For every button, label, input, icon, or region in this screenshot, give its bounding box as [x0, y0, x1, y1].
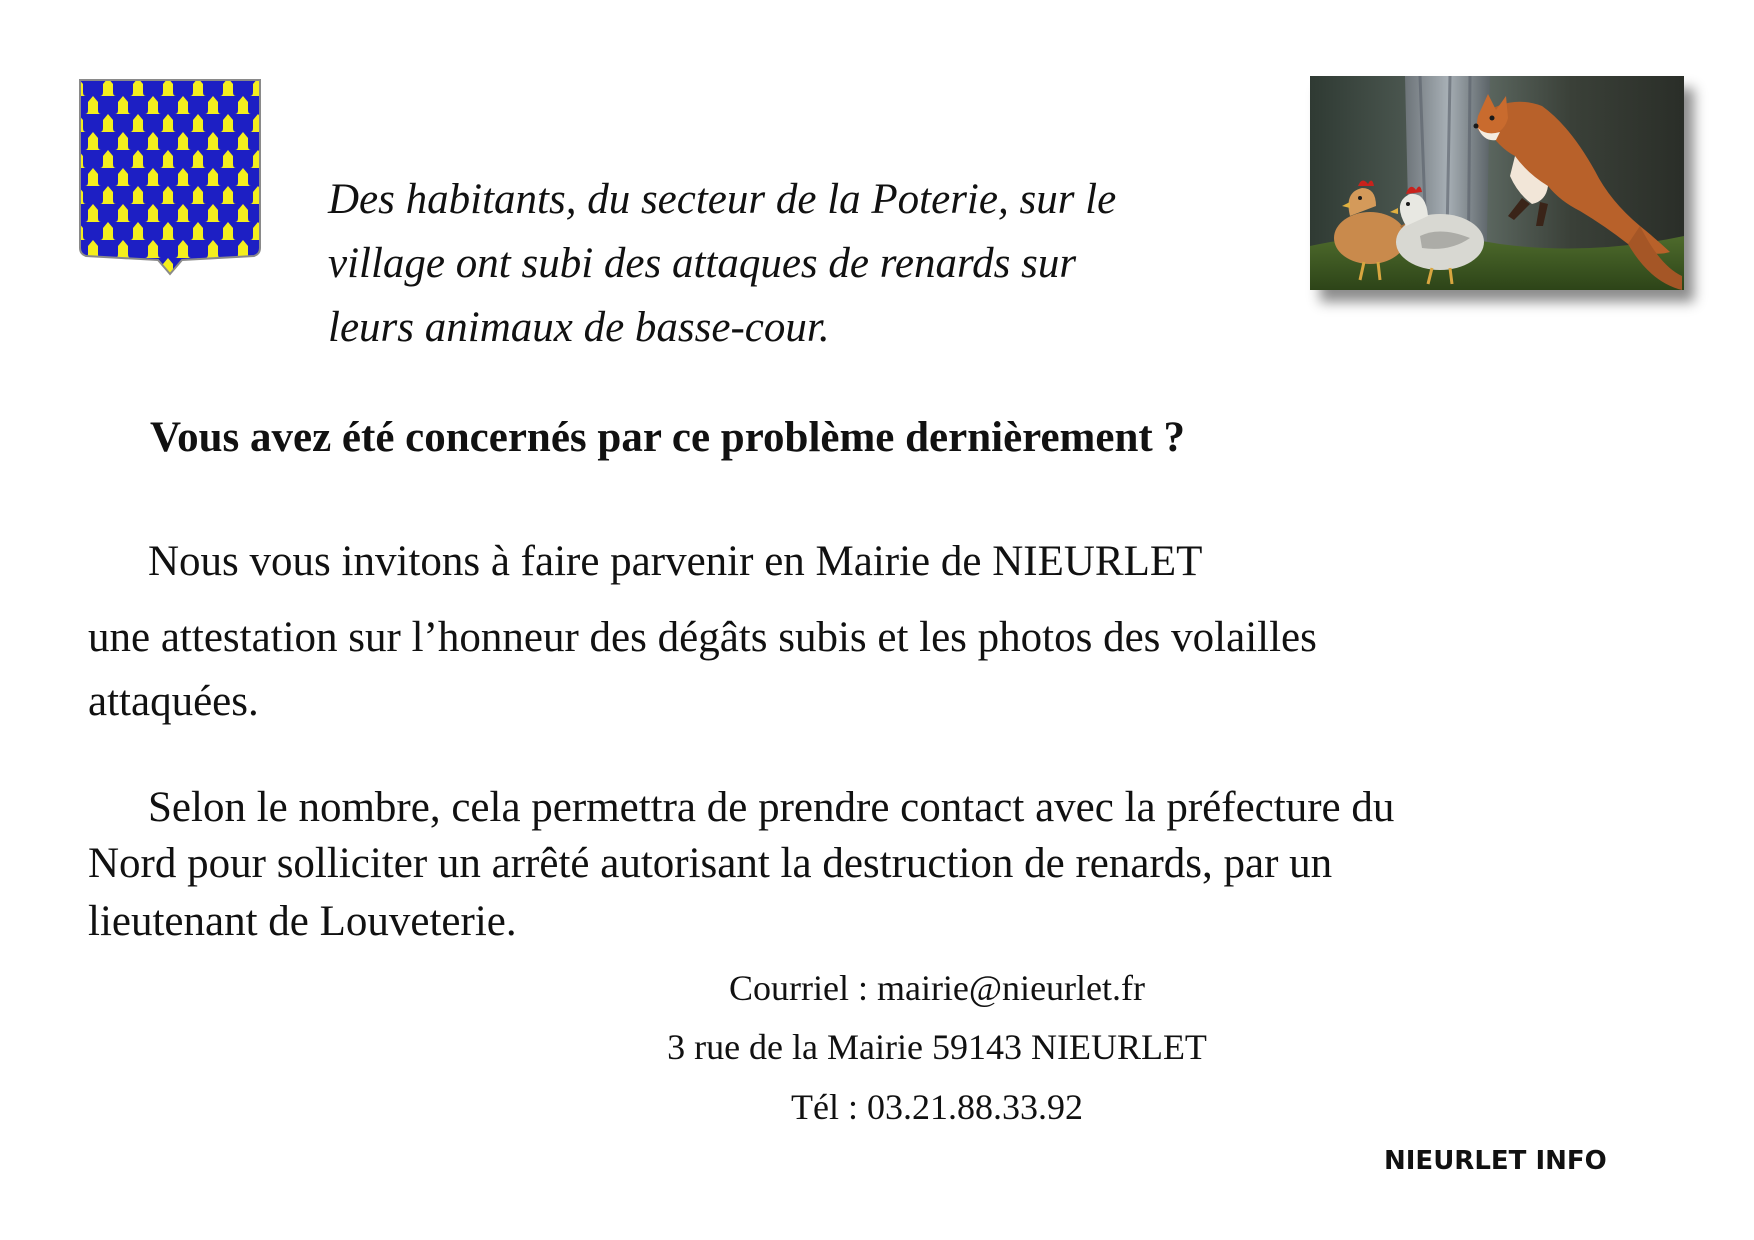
invite-line-3: attaquées.	[88, 678, 259, 725]
intro-line-1: Des habitants, du secteur de la Poterie, sur le	[328, 176, 1117, 223]
question-heading: Vous avez été concernés par ce problème dernièrement ?	[150, 414, 1185, 461]
coat-of-arms-icon	[78, 78, 262, 278]
invite-line-1: Nous vous invitons à faire parvenir en Mairie de NIEURLET	[148, 538, 1203, 585]
selon-line-1: Selon le nombre, cela permettra de prendre contact avec la préfecture du	[148, 784, 1395, 831]
intro-paragraph	[328, 168, 1288, 360]
intro-line-2: village ont subi des attaques de renards sur	[328, 240, 1077, 287]
intro-line-3: leurs animaux de basse-cour.	[328, 304, 830, 351]
selon-line-3: lieutenant de Louveterie.	[88, 898, 517, 945]
contact-email: Courriel : mairie@nieurlet.fr	[728, 968, 1145, 1008]
footer-tag: NIEURLET INFO	[1384, 1146, 1607, 1176]
fox-and-chickens-photo	[1310, 76, 1684, 290]
selon-line-2: Nord pour solliciter un arrêté autorisant la destruction de renards, par un	[88, 840, 1333, 887]
contact-phone: Tél : 03.21.88.33.92	[791, 1087, 1083, 1127]
contact-address: 3 rue de la Mairie 59143 NIEURLET	[667, 1027, 1207, 1067]
invite-line-2: une attestation sur l’honneur des dégâts subis et les photos des volailles	[88, 614, 1317, 661]
